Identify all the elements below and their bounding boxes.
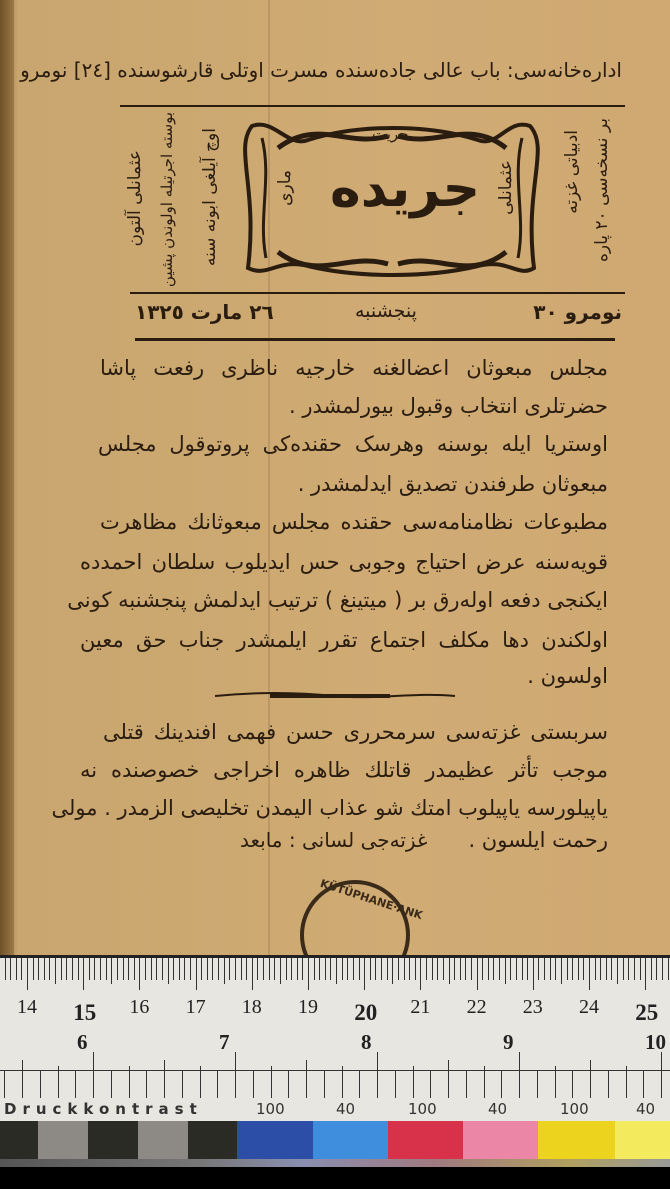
cm-tick [426,958,427,980]
cm-label: 16 [129,996,150,1018]
inch-label: 9 [503,1030,514,1054]
inch-tick [590,1060,591,1098]
cm-tick [196,958,197,990]
issue-date: ٢٦ مارت ١٣٢٥ [135,300,274,324]
color-patch [388,1121,463,1159]
cm-label: 22 [466,996,487,1018]
cm-tick [78,958,79,980]
inch-tick [111,1070,112,1098]
inch-tick [306,1060,307,1098]
cm-tick [139,958,140,990]
article-line: رحمت ایلسون . [468,828,608,852]
cm-tick [544,958,545,980]
inch-tick [537,1070,538,1098]
cm-tick [516,958,517,980]
weekday: پنجشنبه [355,300,417,322]
cm-tick [83,958,84,990]
cm-tick [454,958,455,980]
cm-tick [533,958,534,990]
cm-tick [432,958,433,980]
cm-tick [398,958,399,980]
header-rule [120,105,625,107]
cm-tick [117,958,118,980]
article-line: مطبوعات نظامنامه‌سی حقنده مجلس مبعوثانك مظاهرت [100,510,608,534]
cm-tick [656,958,657,980]
inch-label: 7 [219,1030,230,1054]
cm-tick [662,958,663,980]
inch-tick [146,1070,147,1098]
cm-label: 17 [185,996,206,1018]
cm-tick [510,958,511,980]
masthead-title: جریده [330,159,481,219]
inch-label: 6 [77,1030,88,1054]
cm-tick [488,958,489,980]
cm-tick [134,958,135,980]
inch-tick [395,1070,396,1098]
color-patch [237,1121,313,1159]
cm-tick [111,958,112,984]
cm-tick [66,958,67,980]
color-patch [138,1121,188,1159]
cm-tick [387,958,388,980]
inch-tick [377,1052,378,1098]
cm-tick [207,958,208,980]
cm-tick [392,958,393,984]
inch-tick [75,1070,76,1098]
contrast-label: Druckkontrast [4,1100,203,1118]
article-line: مبعوثان طرفندن تصدیق ایدلمشدر . [297,472,608,496]
inch-tick [22,1060,23,1098]
cm-label: 20 [354,1000,378,1025]
binding-spine [0,0,14,955]
masthead-inner-right: عثمانلی [496,160,516,215]
inch-tick [217,1070,218,1098]
cm-tick [224,958,225,984]
color-patch [88,1121,138,1159]
cm-label: 24 [579,996,599,1018]
cm-tick [375,958,376,980]
cm-tick [325,958,326,980]
density-label: 40 [488,1100,508,1118]
inch-tick [643,1070,644,1098]
article-line: سربستی غزته‌سی سرمحرری حسن فهمی افندینك قتلی [103,720,608,744]
cm-tick [269,958,270,980]
cm-tick [611,958,612,980]
cm-tick [297,958,298,980]
cm-tick [449,958,450,984]
inch-tick [519,1052,520,1098]
cm-tick [72,958,73,980]
cm-tick [651,958,652,980]
chart-edge [0,1159,670,1167]
stamp-text: KÜTÜPHANE·ANK [318,876,425,923]
cm-tick [173,958,174,980]
cm-tick [27,958,28,990]
subscription-column-1: اوچ آیلغی ابونه سنه [200,128,220,267]
article-line: مجلس مبعوثان اعضالغنه خارجیه ناظری رفعت پاشا [100,356,608,380]
inch-tick [359,1070,360,1098]
cm-tick [359,958,360,980]
issue-number: نومرو ٣٠ [533,300,622,324]
cm-tick [314,958,315,980]
cm-tick [246,958,247,980]
cm-tick [330,958,331,980]
subscription-column-3: عثمانلی آلتون [125,150,145,247]
color-patch [615,1121,670,1159]
cm-tick [286,958,287,980]
cm-tick [634,958,635,980]
cm-tick [567,958,568,980]
article-line: ایکنجی دفعه اوله‌رق بر ( میتینغ ) ترتیب ایدلمش پنجشنبه کونی [67,588,608,612]
inch-tick [253,1070,254,1098]
cm-tick [5,958,6,980]
cm-tick [44,958,45,980]
cm-tick [370,958,371,980]
cm-tick [274,958,275,980]
masthead-subtitle: حریت [372,125,409,143]
cm-tick [600,958,601,980]
color-patch [0,1121,38,1159]
cm-tick [61,958,62,980]
dateline-rule [135,338,615,341]
cm-tick [353,958,354,980]
cm-tick [212,958,213,980]
cm-tick [257,958,258,980]
cm-tick [409,958,410,980]
color-patch [463,1121,538,1159]
cm-tick [21,958,22,980]
cm-tick [589,958,590,990]
cm-tick [252,958,253,990]
inch-tick [430,1070,431,1098]
cm-tick [308,958,309,990]
color-patch [188,1121,237,1159]
price-column-1: بر نسخه‌سی ٢٠ پاره [592,118,612,263]
cm-tick [381,958,382,980]
color-patch [313,1121,388,1159]
cm-tick [668,958,669,980]
cm-tick [477,958,478,990]
inch-tick [448,1060,449,1098]
inch-tick [572,1070,573,1098]
article-line: حضرتلری انتخاب وقبول بیورلمشدر . [289,394,608,418]
inch-tick [4,1070,5,1098]
cm-tick [263,958,264,980]
inch-label: 8 [361,1030,372,1054]
density-label: 100 [408,1100,437,1118]
cm-label: 25 [635,1000,659,1025]
cm-tick [38,958,39,980]
cm-tick [443,958,444,980]
article-line: قویه‌سنه عرض احتیاج وجوبی حس ایدیلوب سلطان احمدده [80,550,608,574]
cm-tick [538,958,539,980]
cm-tick [229,958,230,980]
cm-tick [404,958,405,980]
inch-tick [466,1070,467,1098]
cm-tick [190,958,191,980]
cm-label: 23 [522,996,543,1018]
cm-tick [89,958,90,980]
cm-tick [550,958,551,980]
cm-tick [628,958,629,980]
cm-tick [106,958,107,980]
inch-tick [40,1070,41,1098]
cm-tick [218,958,219,980]
cm-tick [319,958,320,980]
cm-tick [280,958,281,984]
cm-tick [291,958,292,980]
cm-tick [151,958,152,980]
cm-label: 18 [241,996,262,1018]
price-column-2: ادبیاتی غزته [562,130,582,214]
measurement-ruler [0,955,670,1123]
density-label: 40 [336,1100,356,1118]
cm-tick [162,958,163,980]
cm-tick [606,958,607,980]
cm-label: 14 [17,996,37,1018]
color-patch [538,1121,615,1159]
cm-tick [123,958,124,980]
cm-tick [16,958,17,980]
cm-tick [645,958,646,990]
cm-tick [617,958,618,984]
cm-tick [55,958,56,984]
density-label: 100 [560,1100,589,1118]
color-patch [38,1121,88,1159]
cm-tick [128,958,129,980]
article-line: موجب تأثر عظیمدر قاتلك ظاهره اخراجی خصوصنده نه [80,758,608,782]
cm-tick [94,958,95,980]
cm-tick [168,958,169,984]
byline: غزته‌جی لسانی : مابعد [240,828,428,852]
masthead-inner-left: ماری [275,170,295,206]
cm-tick [302,958,303,980]
cm-tick [179,958,180,980]
density-label: 40 [636,1100,656,1118]
cm-tick [100,958,101,980]
inch-tick [288,1070,289,1098]
cm-tick [437,958,438,980]
inch-tick [93,1052,94,1098]
inch-tick [235,1052,236,1098]
cm-tick [465,958,466,980]
inch-label: 10 [645,1030,666,1054]
cm-tick [415,958,416,980]
article-line: اولسون . [527,664,608,688]
cm-tick [572,958,573,980]
article-line: اوستریا ایله بوسنه وهرسک حقنده‌کی پروتوقول مجلس [98,432,608,456]
masthead-rule [130,292,625,294]
cm-tick [527,958,528,980]
address-line: اداره‌خانه‌سی: باب عالی جاده‌سنده مسرت اوتلی قارشوسنده [٢٤] نومرو [20,58,622,82]
cm-tick [555,958,556,980]
cm-tick [420,958,421,990]
cm-tick [336,958,337,984]
cm-tick [471,958,472,980]
subscription-column-2: بوسته اجرتیله اولوندن پشین [158,112,176,288]
cm-tick [241,958,242,980]
cm-tick [460,958,461,980]
article-line: اولکندن دها مکلف اجتماع تقرر ایلمشدر جناب حق معین [80,628,608,652]
inch-tick [182,1070,183,1098]
cm-tick [10,958,11,980]
inch-tick [501,1070,502,1098]
inch-tick [324,1070,325,1098]
cm-tick [33,958,34,980]
cm-tick [595,958,596,980]
density-label: 100 [256,1100,285,1118]
cm-tick [493,958,494,980]
cm-tick [623,958,624,980]
section-ornament [215,688,455,704]
cm-tick [583,958,584,980]
inch-tick [608,1070,609,1098]
cm-label: 21 [410,996,431,1018]
inch-tick [164,1060,165,1098]
article-line: یاپیلورسه یاپیلوب امتك شو عذاب الیمدن تخلیصی الزمدر . مولی [51,796,608,820]
cm-tick [561,958,562,984]
cm-tick [505,958,506,984]
cm-tick [201,958,202,980]
cm-tick [342,958,343,980]
cm-tick [347,958,348,980]
cm-tick [235,958,236,980]
cm-tick [49,958,50,980]
cm-tick [499,958,500,980]
cm-label: 15 [73,1000,97,1025]
cm-tick [145,958,146,980]
cm-tick [522,958,523,980]
cm-label: 19 [298,996,318,1018]
inch-baseline [0,1070,670,1071]
cm-tick [364,958,365,990]
cm-tick [184,958,185,980]
cm-tick [156,958,157,980]
cm-tick [578,958,579,980]
inch-tick [661,1052,662,1098]
cm-tick [640,958,641,980]
cm-tick [482,958,483,980]
